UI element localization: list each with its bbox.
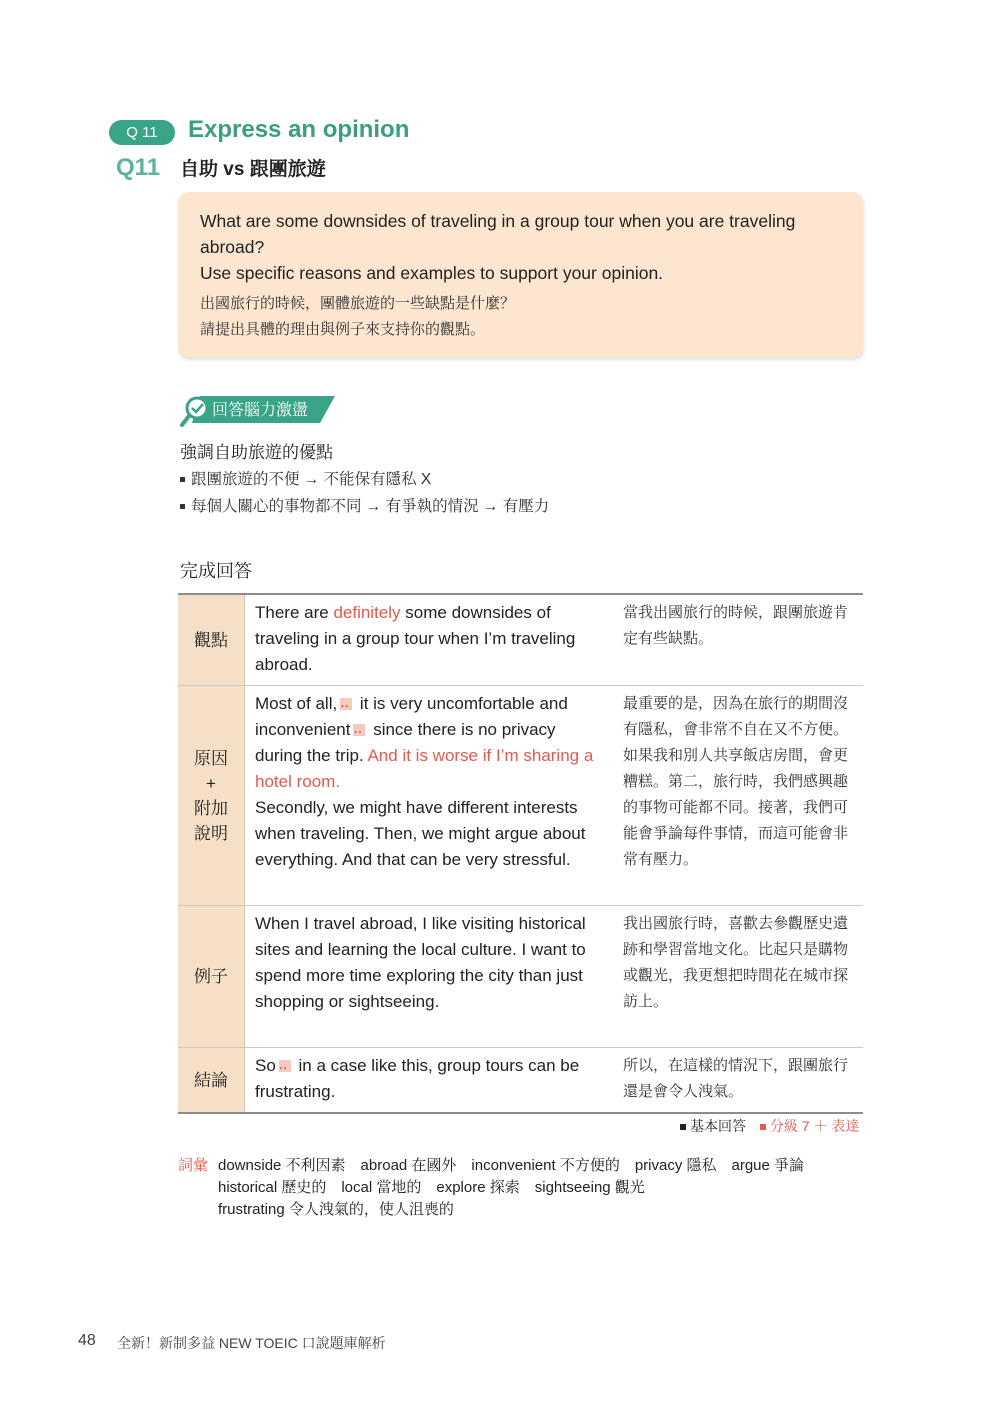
advanced-legend-square <box>760 1124 766 1130</box>
legend <box>680 1116 859 1136</box>
question-type-title: Express an opinion <box>188 116 410 143</box>
prompt-en-line-3: Use specific reasons and examples to support your opinion. <box>200 263 664 283</box>
table-row <box>178 1048 863 1114</box>
pause-marker <box>340 698 352 710</box>
vocab-line-1: downside 不利因素 abroad 在國外 inconvenient 不方便的 privacy 隱私 argue 爭論 <box>218 1157 805 1174</box>
question-topic: 自助 vs 跟團旅遊 <box>180 159 326 180</box>
vocab-tag: 詞彙 <box>178 1157 209 1174</box>
question-number: Q11 <box>116 154 161 181</box>
row-chinese: 所以，在這樣的情況下，跟團旅行還是會令人洩氣。 <box>615 1048 863 1114</box>
vocab-line-3: frustrating 令人洩氣的，使人沮喪的 <box>218 1201 454 1218</box>
prompt-zh-line-1: 出國旅行的時候，團體旅遊的一些缺點是什麼？ <box>200 295 516 312</box>
pause-marker <box>353 724 365 736</box>
brainstorm-label: 回答腦力激盪 <box>212 402 309 419</box>
brainstorm-heading: 強調自助旅遊的優點 <box>180 443 333 462</box>
row-chinese: 當我出國旅行的時候，跟團旅遊肯定有些缺點。 <box>615 594 863 686</box>
legend-basic: 基本回答 <box>690 1118 746 1134</box>
table-row <box>178 686 863 906</box>
book-title: 全新！新制多益 NEW TOEIC 口說題庫解析 <box>117 1335 386 1351</box>
row-label: 原因 + 附加 說明 <box>178 686 245 906</box>
row-english: Most of all,‥ it is very uncomfortable and inconvenient‥ since there is no privacy during the trip. And it is worse if I’m sharing a hotel room. Secondly, we might have different interests when traveling. Then, we might argue about everything. And that can be very stressful. <box>245 686 616 906</box>
row-label: 例子 <box>178 906 245 1048</box>
table-row <box>178 594 863 686</box>
response-table <box>178 593 863 1114</box>
pause-marker <box>279 1060 291 1072</box>
row-label: 結論 <box>178 1048 245 1114</box>
prompt-en-line-2: abroad? <box>200 237 265 257</box>
row-label: 觀點 <box>178 594 245 686</box>
vocab-line-2: historical 歷史的 local 當地的 explore 探索 sightseeing 觀光 <box>218 1179 645 1196</box>
brainstorm-bullet: 跟團旅遊的不便 → 不能保有隱私 X <box>180 467 431 489</box>
row-english: When I travel abroad, I like visiting historical sites and learning the local culture. I want to spend more time exploring the city than just shopping or sightseeing. <box>245 906 616 1048</box>
row-english: So‥ in a case like this, group tours can be frustrating. <box>245 1048 616 1114</box>
legend-advanced: 分級 7 ＋ 表達 <box>769 1118 860 1134</box>
response-heading: 完成回答 <box>180 561 252 581</box>
page-number: 48 <box>78 1332 96 1349</box>
prompt-box <box>178 192 863 358</box>
row-chinese: 我出國旅行時，喜歡去參觀歷史遺跡和學習當地文化。比起只是購物或觀光，我更想把時間花在城市探訪上。 <box>615 906 863 1048</box>
prompt-zh-line-2: 請提出具體的理由與例子來支持你的觀點。 <box>200 321 486 338</box>
prompt-en-line-1: What are some downsides of traveling in a group tour when you are traveling <box>200 211 796 231</box>
table-row <box>178 906 863 1048</box>
row-chinese: 最重要的是，因為在旅行的期間沒有隱私，會非常不自在又不方便。如果我和別人共享飯店房間，會更糟糕。第二，旅行時，我們感興趣的事物可能都不同。接著，我們可能會爭論每件事情，而這可能會非常有壓力。 <box>615 686 863 906</box>
row-english: There are definitely some downsides of traveling in a group tour when I’m traveling abroad. <box>245 594 616 686</box>
question-badge: Q 11 <box>109 120 175 145</box>
basic-legend-square <box>680 1124 686 1130</box>
brainstorm-bullet: 每個人關心的事物都不同 → 有爭執的情況 → 有壓力 <box>180 494 549 516</box>
